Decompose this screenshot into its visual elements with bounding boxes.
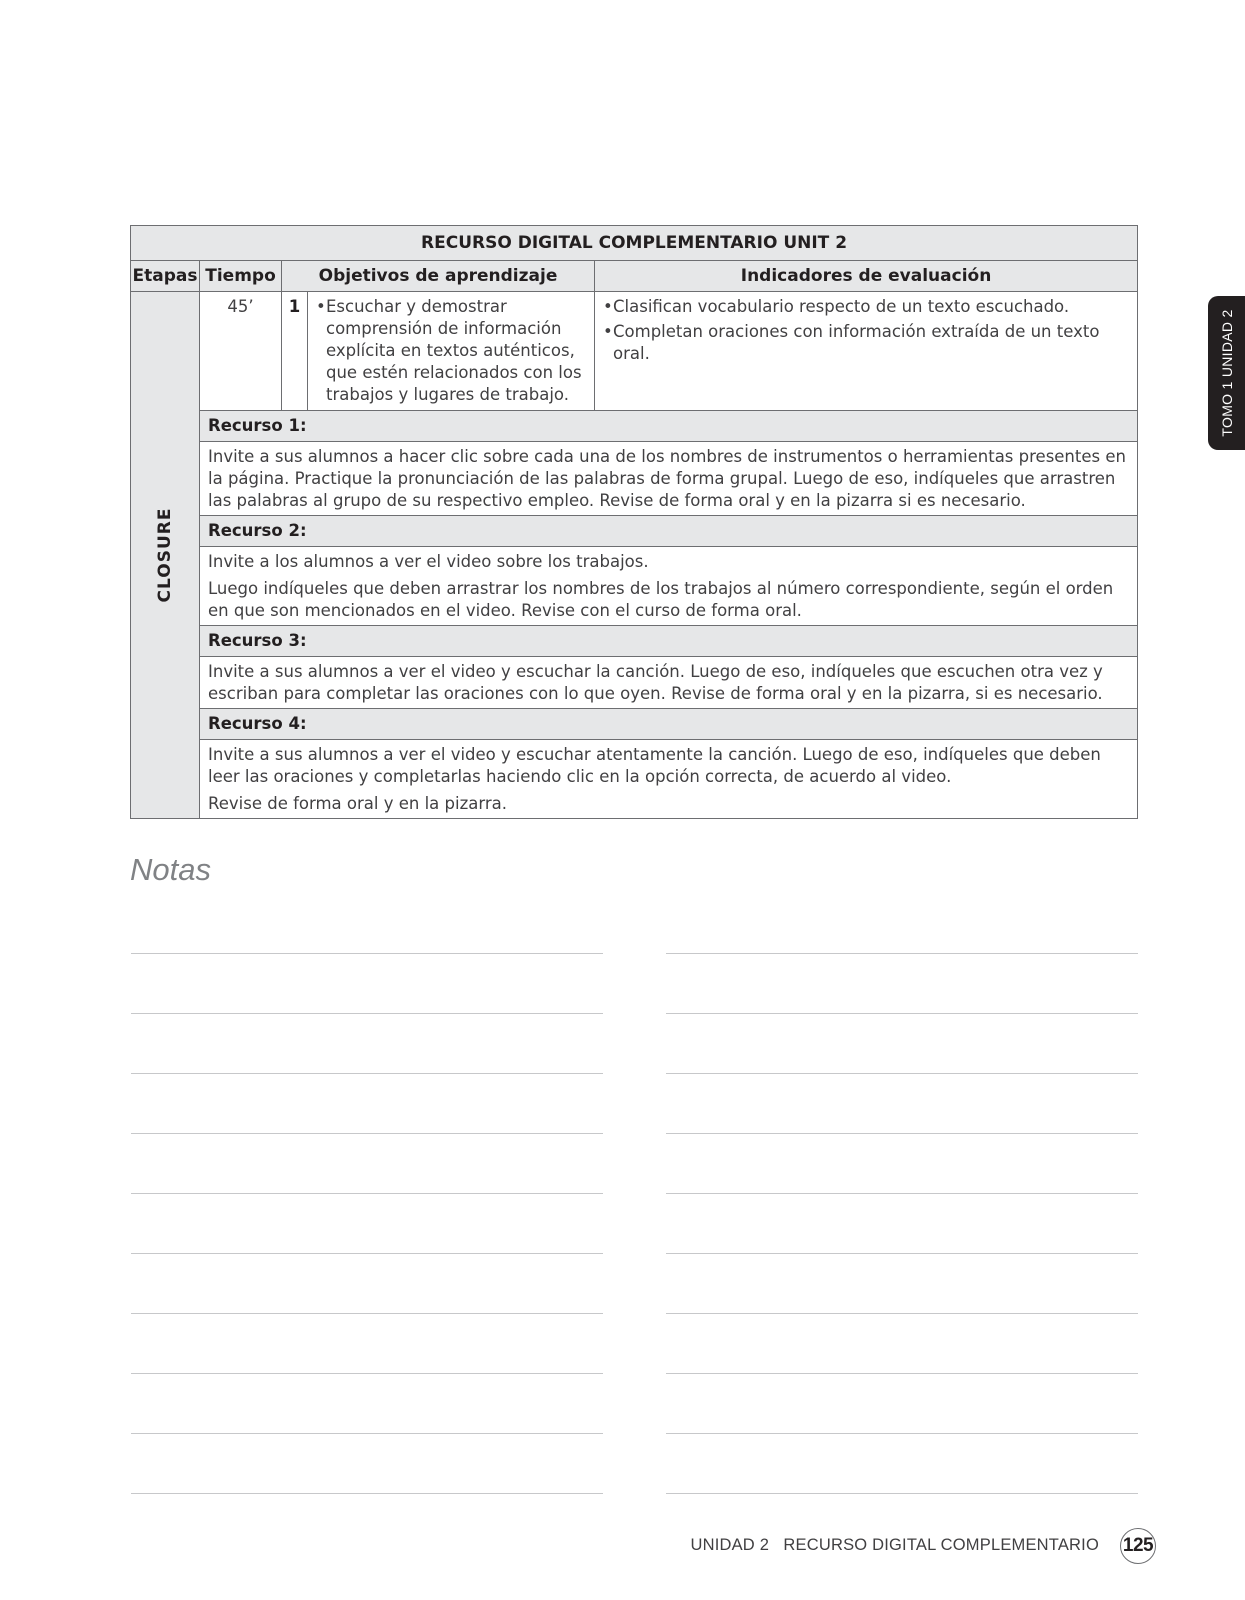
time-value: 45’	[200, 292, 282, 411]
recurso-1-body	[200, 442, 1138, 516]
indicators-cell	[595, 292, 1138, 411]
note-line	[666, 1253, 1138, 1254]
page-number: 125	[1120, 1528, 1156, 1564]
note-line	[131, 1013, 603, 1014]
objective-row	[131, 292, 1138, 411]
recurso-paragraph: Invite a sus alumnos a ver el video y escuchar atentamente la canción. Luego de eso, indíqueles que deben leer las oraciones y completarlas haciendo clic en la opción correcta, de acuerdo al video.	[208, 745, 1101, 786]
note-line	[131, 1193, 603, 1194]
recurso-paragraph: Revise de forma oral y en la pizarra.	[208, 794, 507, 813]
recurso-2-title: Recurso 2:	[200, 516, 1138, 547]
recurso-paragraph: Invite a sus alumnos a ver el video y escuchar la canción. Luego de eso, indíqueles que escuchen otra vez y escriban para completar las oraciones con lo que oyen. Revise de forma oral y en la pizarra, si es necesario.	[208, 662, 1103, 703]
recurso-4-body	[200, 740, 1138, 819]
recurso-3-title: Recurso 3:	[200, 626, 1138, 657]
side-tab	[1208, 296, 1245, 450]
indicator-item: • Completan oraciones con información extraída de un texto oral.	[603, 321, 1131, 365]
notes-title: Notas	[130, 852, 211, 887]
note-line	[131, 1133, 603, 1134]
note-line	[666, 953, 1138, 954]
note-line	[666, 1373, 1138, 1374]
note-line	[131, 1073, 603, 1074]
lesson-plan-table	[130, 225, 1138, 819]
note-line	[666, 1013, 1138, 1014]
indicator-item: • Clasifican vocabulario respecto de un texto escuchado.	[603, 296, 1131, 318]
note-line	[666, 1493, 1138, 1494]
header-tiempo: Tiempo	[200, 261, 282, 292]
note-line	[131, 1493, 603, 1494]
stage-cell	[131, 292, 200, 819]
note-line	[666, 1193, 1138, 1194]
note-line	[666, 1073, 1138, 1074]
footer-label: UNIDAD 2 RECURSO DIGITAL COMPLEMENTARIO	[690, 1536, 1099, 1554]
note-line	[131, 1253, 603, 1254]
recurso-paragraph: Luego indíqueles que deben arrastrar los nombres de los trabajos al número correspondiente, según el orden en que son mencionados en el video. Revise con el curso de forma oral.	[208, 579, 1114, 620]
objective-number: 1	[282, 292, 308, 411]
note-line	[131, 953, 603, 954]
note-line	[131, 1313, 603, 1314]
side-tab-label: TOMO 1 UNIDAD 2	[1218, 309, 1235, 437]
recurso-1-title: Recurso 1:	[200, 411, 1138, 442]
recurso-paragraph: Invite a sus alumnos a hacer clic sobre cada una de los nombres de instrumentos o herramientas presentes en la página. Practique la pronunciación de las palabras de forma grupal. Luego de eso, indíqueles que arrastren las palabras al grupo de su respectivo empleo. Revise de forma oral y en la pizarra si es necesario.	[208, 447, 1126, 510]
recurso-paragraph: Invite a los alumnos a ver el video sobre los trabajos.	[208, 552, 649, 571]
note-line	[666, 1313, 1138, 1314]
recurso-4-title: Recurso 4:	[200, 709, 1138, 740]
recurso-2-body	[200, 547, 1138, 626]
header-indicadores: Indicadores de evaluación	[595, 261, 1138, 292]
objective-cell	[308, 292, 595, 411]
note-line	[131, 1433, 603, 1434]
note-line	[666, 1133, 1138, 1134]
note-line	[131, 1373, 603, 1374]
header-objetivos: Objetivos de aprendizaje	[282, 261, 595, 292]
header-etapas: Etapas	[131, 261, 200, 292]
recurso-3-body	[200, 657, 1138, 709]
objective-text: • Escuchar y demostrar comprensión de información explícita en textos auténticos, que estén relacionados con los trabajos y lugares de trabajo.	[316, 296, 588, 406]
note-line	[666, 1433, 1138, 1434]
stage-label: CLOSURE	[155, 507, 175, 603]
table-title: RECURSO DIGITAL COMPLEMENTARIO UNIT 2	[131, 226, 1138, 261]
